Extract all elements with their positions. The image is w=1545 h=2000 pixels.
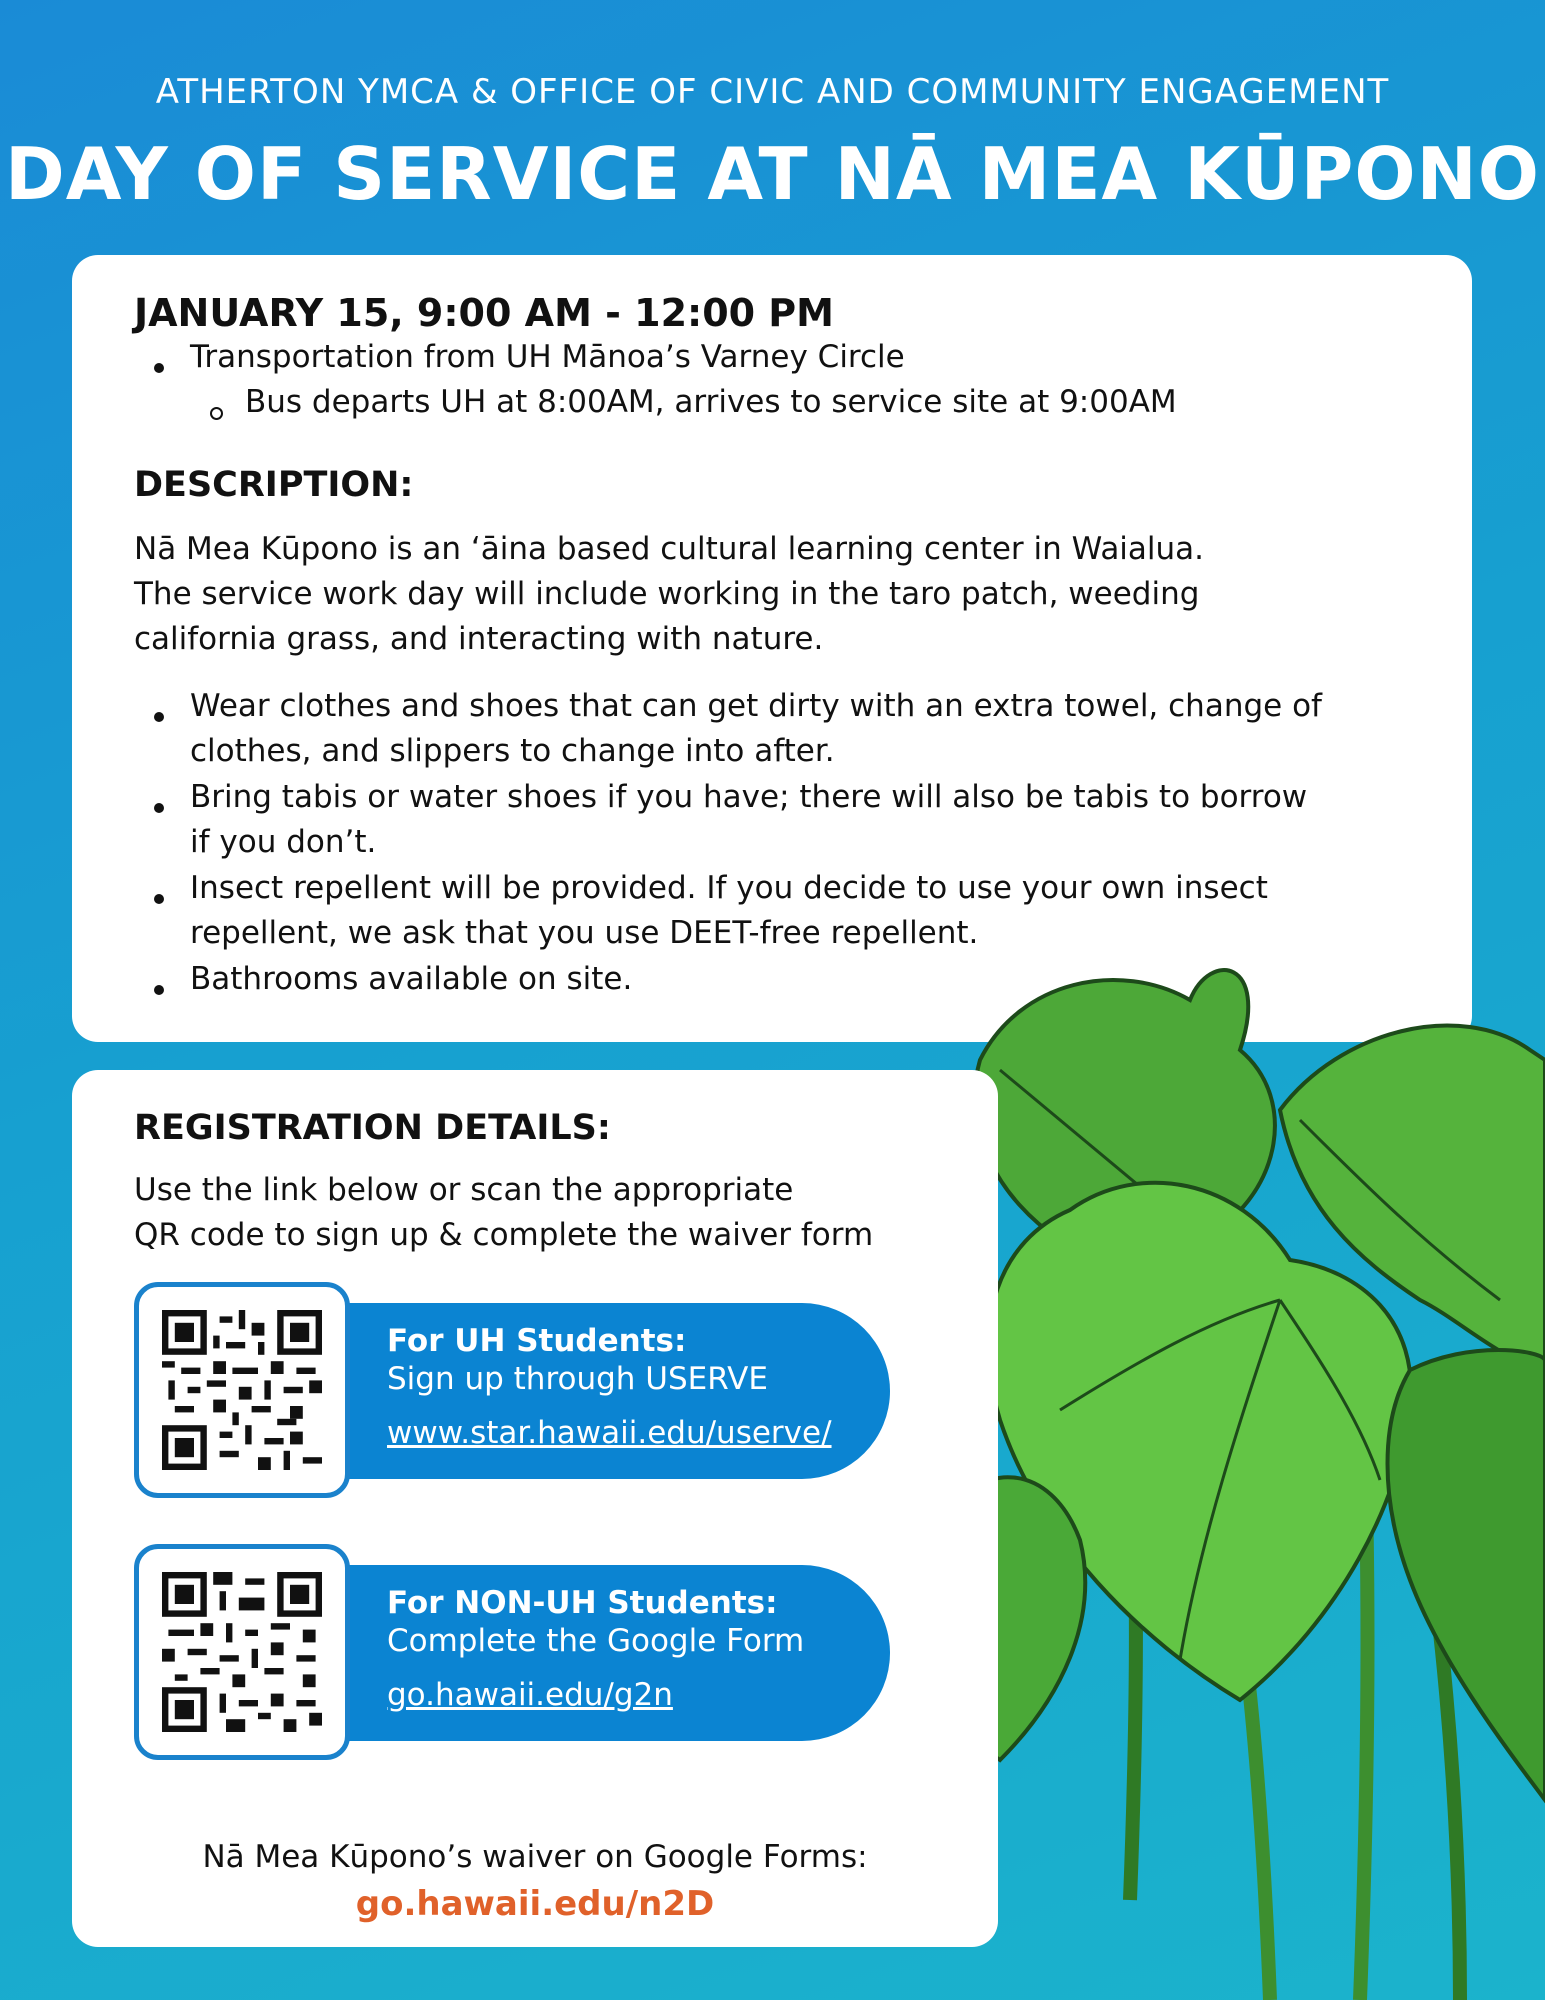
- tip-line: Insect repellent will be provided. If you decide to use your own insect: [190, 870, 1268, 906]
- uh-students-panel: [322, 1303, 890, 1479]
- non-uh-students-panel: [322, 1565, 890, 1741]
- bullet: [154, 894, 164, 904]
- event-details-card: [72, 255, 1472, 1042]
- uh-students-title: For UH Students:: [387, 1323, 687, 1359]
- tip-line: Bring tabis or water shoes if you have; there will also be tabis to borrow: [190, 779, 1308, 815]
- description-line: The service work day will include working in the taro patch, weeding: [134, 576, 1200, 612]
- description-line: california grass, and interacting with nature.: [134, 621, 824, 657]
- waiver-text: Nā Mea Kūpono’s waiver on Google Forms:: [202, 1839, 868, 1875]
- organizer-line: ATHERTON YMCA & OFFICE OF CIVIC AND COMMUNITY ENGAGEMENT: [155, 72, 1390, 112]
- qr-code-icon: [162, 1572, 322, 1732]
- non-uh-qr-code[interactable]: [134, 1544, 350, 1760]
- uh-students-subtitle: Sign up through USERVE: [387, 1361, 768, 1397]
- bullet: [154, 985, 164, 995]
- page-title: DAY OF SERVICE AT NĀ MEA KŪPONO: [4, 132, 1541, 216]
- tip-line: if you don’t.: [190, 824, 377, 860]
- waiver-link[interactable]: go.hawaii.edu/n2D: [355, 1884, 715, 1924]
- google-form-link[interactable]: go.hawaii.edu/g2n: [387, 1677, 673, 1713]
- transport-info: Transportation from UH Mānoa’s Varney Circle: [190, 339, 905, 375]
- bullet: [154, 363, 164, 373]
- non-uh-students-subtitle: Complete the Google Form: [387, 1623, 805, 1659]
- registration-intro: QR code to sign up & complete the waiver form: [134, 1217, 874, 1253]
- tip-line: clothes, and slippers to change into after.: [190, 733, 835, 769]
- description-heading: DESCRIPTION:: [134, 465, 414, 505]
- event-datetime: JANUARY 15, 9:00 AM - 12:00 PM: [134, 291, 834, 335]
- tip-line: Wear clothes and shoes that can get dirty with an extra towel, change of: [190, 688, 1322, 724]
- registration-intro: Use the link below or scan the appropriate: [134, 1172, 794, 1208]
- userve-link[interactable]: www.star.hawaii.edu/userve/: [387, 1415, 832, 1451]
- bullet: [154, 803, 164, 813]
- registration-heading: REGISTRATION DETAILS:: [134, 1108, 611, 1148]
- qr-code-icon: [162, 1310, 322, 1470]
- bullet: [154, 712, 164, 722]
- tip-line: repellent, we ask that you use DEET-free repellent.: [190, 915, 979, 951]
- sub-bullet: [210, 407, 223, 420]
- bus-info: Bus departs UH at 8:00AM, arrives to service site at 9:00AM: [245, 384, 1177, 420]
- description-line: Nā Mea Kūpono is an ʻāina based cultural learning center in Waialua.: [134, 531, 1205, 567]
- non-uh-students-title: For NON-UH Students:: [387, 1585, 778, 1621]
- tip-line: Bathrooms available on site.: [190, 961, 633, 997]
- registration-card: [72, 1070, 998, 1947]
- uh-qr-code[interactable]: [134, 1282, 350, 1498]
- taro-leaves-illustration: [940, 940, 1545, 2000]
